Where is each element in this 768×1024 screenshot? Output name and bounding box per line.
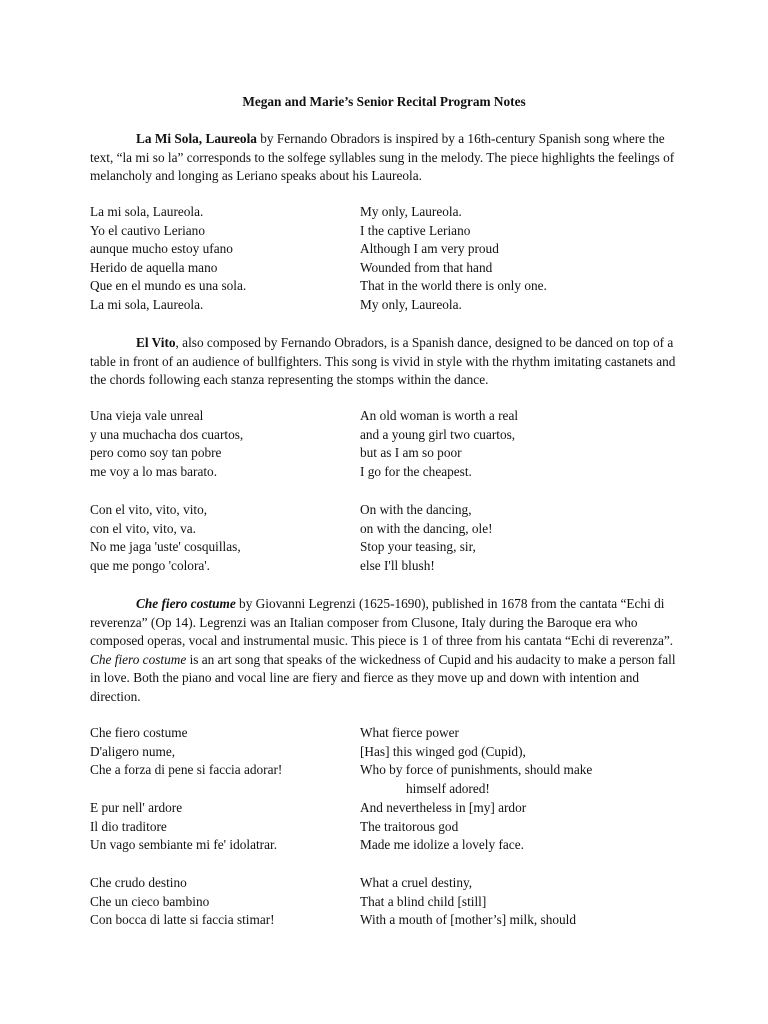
translation-line: My only, Laureola. xyxy=(360,204,462,219)
translation-line: My only, Laureola. xyxy=(360,296,462,312)
la-mi-sola-verse xyxy=(90,203,690,314)
verse-line xyxy=(90,874,690,893)
che-fiero-intro xyxy=(90,595,680,706)
original-line: Yo el cautivo Leriano xyxy=(90,222,205,238)
original-line: Una vieja vale unreal xyxy=(90,408,204,423)
verse-line xyxy=(90,818,690,837)
verse-line xyxy=(90,836,690,855)
translation-line: himself adored! xyxy=(406,780,490,796)
original-line: Un vago sembiante mi fe' idolatrar. xyxy=(90,837,278,852)
verse-line xyxy=(90,240,690,259)
translation-line: An old woman is worth a real xyxy=(360,408,519,423)
intro-text: by Fernando Obradors is inspired by a 16th-century Spanish song where the text, “la mi so la” corresponds to the solfege syllables sung in the melody. The piece highlights the feelings of melancholy and longing as Leriano speaks about his Laureola. xyxy=(90,131,675,183)
work-title: La Mi Sola, Laureola xyxy=(136,131,257,146)
original-line: aunque mucho estoy ufano xyxy=(90,241,233,256)
intro-text: is an art song that speaks of the wickedness of Cupid and his audacity to make a person fall in love. Both the piano and vocal line are fiery and fierce as they move up and down with intention and direction. xyxy=(90,651,676,704)
verse-line xyxy=(90,407,690,426)
original-line: La mi sola, Laureola. xyxy=(90,296,204,312)
work-title: El Vito xyxy=(136,335,176,350)
original-line: Que en el mundo es una sola. xyxy=(90,278,247,293)
intro-text: by Giovanni Legrenzi (1625-1690), published in 1678 from the cantata “Echi di reverenza” (Op 14). Legrenzi was an Italian composer from Clusone, Italy during the Baroque era who composed operas, vocal and instrumental music. This piece is 1 of three from his cantata “Echi di reverenza”. xyxy=(90,596,674,648)
verse-line xyxy=(90,893,690,912)
la-mi-sola-intro xyxy=(90,130,680,186)
translation-line: Stop your teasing, sir, xyxy=(360,539,476,554)
verse-line xyxy=(90,799,690,818)
verse-line xyxy=(90,911,690,930)
original-line: No me jaga 'uste' cosquillas, xyxy=(90,539,241,554)
translation-line: I go for the cheapest. xyxy=(360,463,472,479)
translation-line: Wounded from that hand xyxy=(360,259,493,275)
document-title: Megan and Marie’s Senior Recital Program Notes xyxy=(242,94,526,109)
verse-line xyxy=(90,780,690,799)
che-fiero-verse-3 xyxy=(90,874,690,930)
translation-line: I the captive Leriano xyxy=(360,222,471,238)
original-line: y una muchacha dos cuartos, xyxy=(90,426,244,442)
verse-line xyxy=(90,501,690,520)
el-vito-verse-1 xyxy=(90,407,690,481)
work-title-italic: Che fiero costume xyxy=(90,651,187,667)
original-line: Che crudo destino xyxy=(90,875,187,890)
original-line: Il dio traditore xyxy=(90,818,167,834)
original-line: con el vito, vito, va. xyxy=(90,520,196,536)
verse-line xyxy=(90,538,690,557)
original-line: Che fiero costume xyxy=(90,725,188,740)
verse-line xyxy=(90,743,690,762)
original-line: que me pongo 'colora'. xyxy=(90,557,210,573)
original-line: me voy a lo mas barato. xyxy=(90,463,218,479)
verse-line xyxy=(90,222,690,241)
verse-line xyxy=(90,724,690,743)
translation-line: on with the dancing, ole! xyxy=(360,520,493,536)
verse-line xyxy=(90,463,690,482)
verse-line xyxy=(90,259,690,278)
translation-line: and a young girl two cuartos, xyxy=(360,426,516,442)
original-line: Che a forza di pene si faccia adorar! xyxy=(90,762,283,777)
translation-line: And nevertheless in [my] ardor xyxy=(360,800,527,815)
translation-line: With a mouth of [mother’s] milk, should xyxy=(360,912,577,927)
original-line: pero como soy tan pobre xyxy=(90,445,222,460)
original-line: D'aligero nume, xyxy=(90,743,176,759)
translation-line: What fierce power xyxy=(360,725,459,740)
original-line: Con el vito, vito, vito, xyxy=(90,502,208,517)
original-line: La mi sola, Laureola. xyxy=(90,204,204,219)
translation-line: Although I am very proud xyxy=(360,241,499,256)
original-line: Con bocca di latte si faccia stimar! xyxy=(90,912,275,927)
translation-line: On with the dancing, xyxy=(360,502,472,517)
original-line: Che un cieco bambino xyxy=(90,893,210,909)
original-line: E pur nell' ardore xyxy=(90,800,183,815)
translation-line: else I'll blush! xyxy=(360,557,435,573)
verse-line xyxy=(90,761,690,780)
translation-line: That in the world there is only one. xyxy=(360,278,547,293)
translation-line: Made me idolize a lovely face. xyxy=(360,837,524,852)
verse-line xyxy=(90,203,690,222)
verse-line xyxy=(90,557,690,576)
el-vito-verse-2 xyxy=(90,501,690,575)
che-fiero-verse-1 xyxy=(90,724,690,798)
work-title: Che fiero costume xyxy=(136,596,236,611)
intro-text: , also composed by Fernando Obradors, is a Spanish dance, designed to be danced on top of a table in front of an audience of bullfighters. This song is vivid in style with the rhythm imitating castanets and the chords following each stanza representing the stomps within the dance. xyxy=(90,335,676,387)
el-vito-intro xyxy=(90,334,680,390)
verse-line xyxy=(90,520,690,539)
translation-line: but as I am so poor xyxy=(360,445,462,460)
verse-line xyxy=(90,444,690,463)
translation-line: Who by force of punishments, should make xyxy=(360,762,593,777)
translation-line: That a blind child [still] xyxy=(360,893,487,909)
translation-line: The traitorous god xyxy=(360,818,459,834)
verse-line xyxy=(90,426,690,445)
verse-line xyxy=(90,277,690,296)
verse-line xyxy=(90,296,690,315)
translation-line: What a cruel destiny, xyxy=(360,875,473,890)
original-line: Herido de aquella mano xyxy=(90,259,218,275)
che-fiero-verse-2 xyxy=(90,799,690,855)
translation-line: [Has] this winged god (Cupid), xyxy=(360,743,526,759)
